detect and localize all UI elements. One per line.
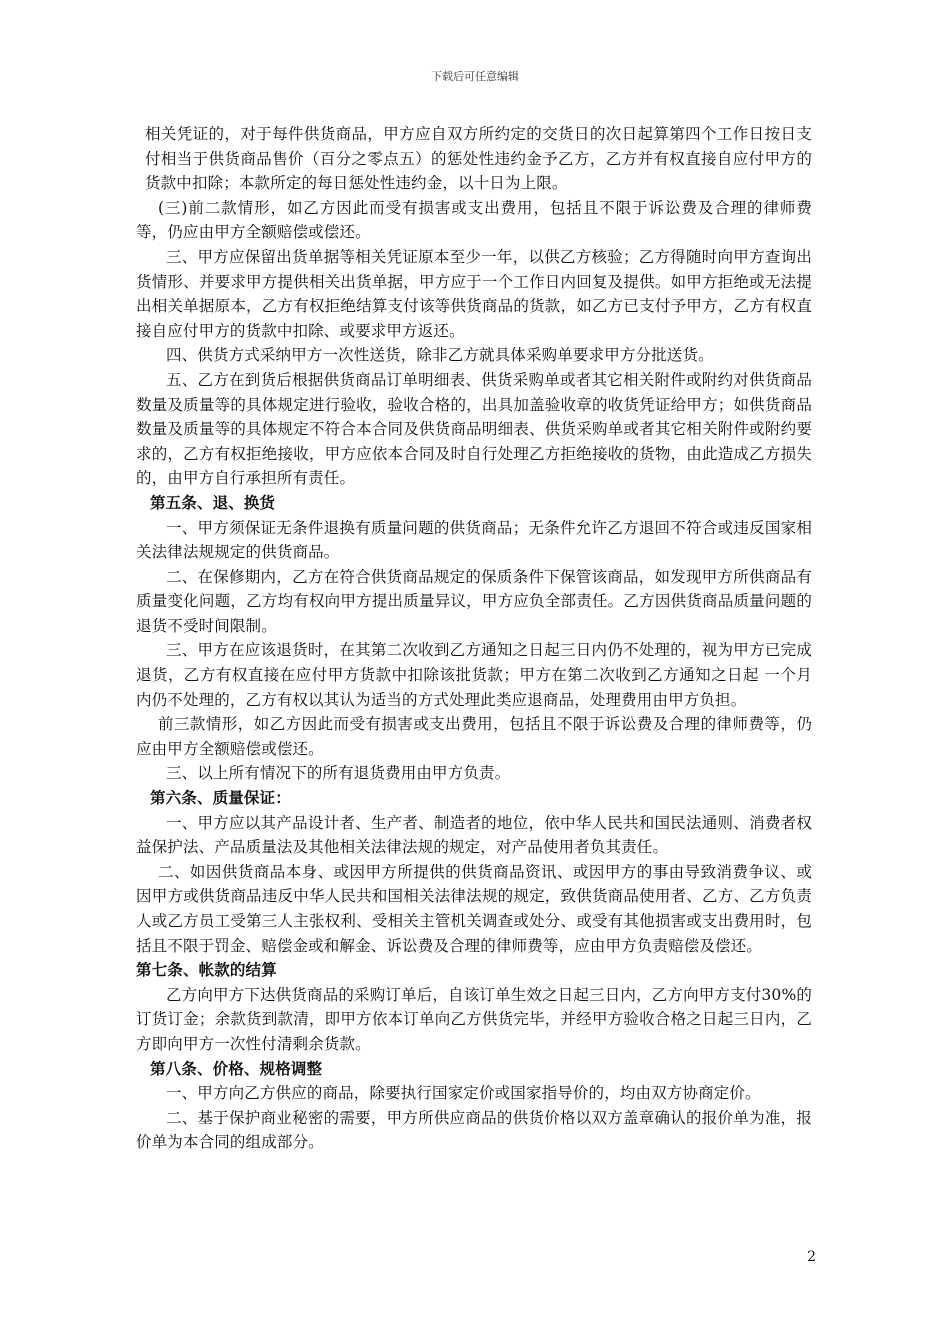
paragraph: 一、甲方须保证无条件退换有质量问题的供货商品；无条件允许乙方退回不符合或违反国家相关法律法规规定的供货商品。: [136, 518, 812, 562]
paragraph: 乙方向甲方下达供货商品的采购订单后，自该订单生效之日起三日内，乙方向甲方支付30%的订货订金；余款货到款清，即甲方依本订单向乙方供货完毕，并经甲方验收合格之日起三日内，乙方即向甲方一次性付清剩余货款。: [136, 985, 812, 1053]
paragraph: 二、如因供货商品本身、或因甲方所提供的供货商品资讯、或因甲方的事由导致消费争议、或因甲方或供货商品违反中华人民共和国相关法律法规的规定，致供货商品使用者、乙方、乙方负责人或乙方员工受第三人主张权利、受相关主管机关调查或处分、或受有其他损害或支出费用时，包括且不限于罚金、赔偿金或和解金、诉讼费及合理的律师费等，应由甲方负责赔偿及偿还。: [136, 862, 812, 955]
paragraph: 三、甲方应保留出货单据等相关凭证原本至少一年，以供乙方核验；乙方得随时向甲方查询出货情形、并要求甲方提供相关出货单据，甲方应于一个工作日内回复及提供。如甲方拒绝或无法提出相关单据原本，乙方有权拒绝结算支付该等供货商品的货款，如乙方已支付予甲方，乙方有权直接自应付甲方的货款中扣除、或要求甲方返还。: [136, 247, 812, 340]
paragraph: 前三款情形，如乙方因此而受有损害或支出费用，包括且不限于诉讼费及合理的律师费等，仍应由甲方全额赔偿或偿还。: [136, 715, 812, 758]
paragraph: 四、供货方式采纳甲方一次性送货，除非乙方就具体采购单要求甲方分批送货。: [166, 346, 714, 365]
document-body: [136, 122, 812, 1155]
paragraph: 二、基于保护商业秘密的需要，甲方所供应商品的供货价格以双方盖章确认的报价单为准，报价单为本合同的组成部分。: [136, 1108, 812, 1152]
section-heading: 第五条、退、换货: [150, 492, 276, 512]
section-heading: 第七条、帐款的结算: [136, 960, 277, 980]
paragraph: 一、甲方向乙方供应的商品，除要执行国家定价或国家指导价的，均由双方协商定价。: [166, 1084, 761, 1103]
page-number: 2: [807, 1249, 816, 1265]
paragraph: 相关凭证的，对于每件供货商品，甲方应自双方所约定的交货日的次日起算第四个工作日按日支付相当于供货商品售价（百分之零点五）的惩处性违约金予乙方，乙方并有权直接自应付甲方的货款中扣除；本款所定的每日惩处性违约金，以十日为上限。: [145, 125, 812, 193]
page-header: 下载后可任意编辑: [431, 70, 519, 83]
paragraph: 三、以上所有情况下的所有退货费用由甲方负责。: [166, 764, 511, 783]
paragraph: 五、乙方在到货后根据供货商品订单明细表、供货采购单或者其它相关附件或附约对供货商品数量及质量等的具体规定进行验收，验收合格的，出具加盖验收章的收货凭证给甲方；如供货商品数量及质量等的具体规定不符合本合同及供货商品明细表、供货采购单或者其它相关附件或附约要求的，乙方有权拒绝接收，甲方应依本合同及时自行处理乙方拒绝接收的货物，由此造成乙方损失的，由甲方自行承担所有责任。: [136, 370, 812, 488]
paragraph: 一、甲方应以其产品设计者、生产者、制造者的地位，依中华人民共和国民法通则、消费者权益保护法、产品质量法及其他相关法律法规的规定，对产品使用者负其责任。: [136, 813, 812, 857]
paragraph: 二、在保修期内，乙方在符合供货商品规定的保质条件下保管该商品，如发现甲方所供商品有质量变化问题，乙方均有权向甲方提出质量异议，甲方应负全部责任。乙方因供货商品质量问题的退货不受时间限制。: [136, 567, 812, 635]
section-heading: 第八条、价格、规格调整: [150, 1058, 323, 1078]
paragraph: 三、甲方在应该退货时，在其第二次收到乙方通知之日起三日内仍不处理的，视为甲方已完成退货，乙方有权直接在应付甲方货款中扣除该批货款；甲方在第二次收到乙方通知之日起 一个月内仍不处理的，乙方有权以其认为适当的方式处理此类应退商品，处理费用由甲方负担。: [136, 641, 812, 709]
paragraph: (三)前二款情形，如乙方因此而受有损害或支出费用，包括且不限于诉讼费及合理的律师费等，仍应由甲方全额赔偿或偿还。: [136, 198, 812, 242]
section-heading: 第六条、质量保证：: [150, 788, 291, 808]
